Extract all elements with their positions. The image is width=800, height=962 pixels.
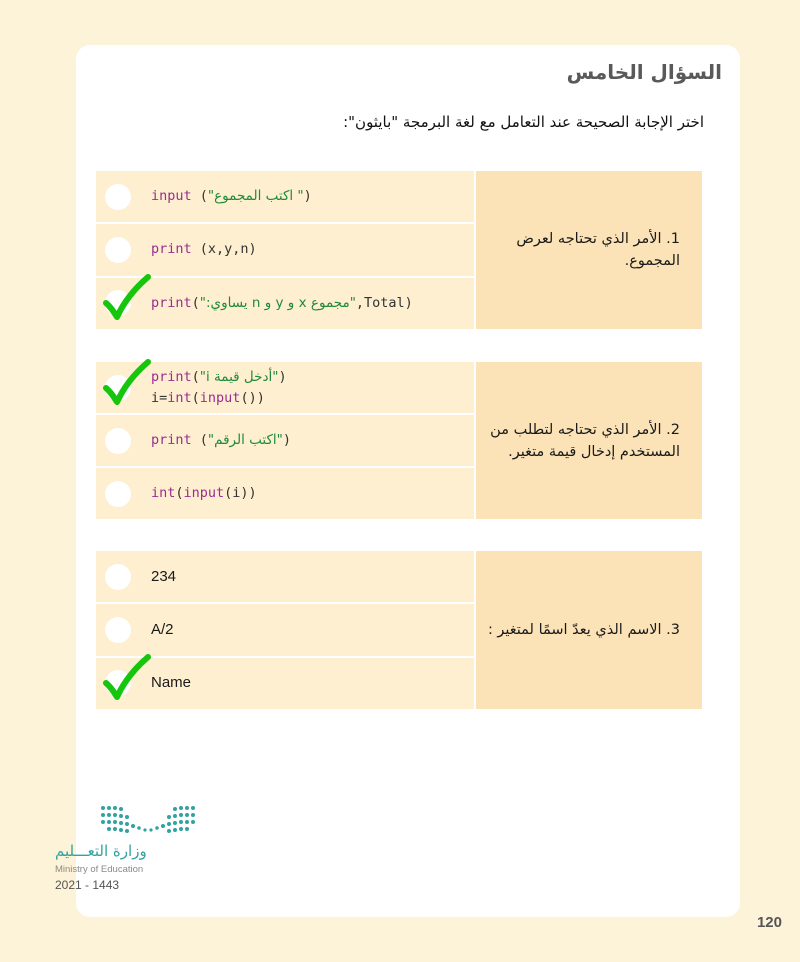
option-code	[151, 239, 468, 260]
option-row[interactable]	[96, 604, 474, 655]
page-title: السؤال الخامس	[566, 60, 722, 84]
ministry-year: 2021 - 1443	[55, 878, 120, 892]
options-list	[96, 362, 474, 519]
code-line	[151, 388, 468, 409]
code-keyword: input	[151, 188, 192, 205]
option-row[interactable]	[96, 224, 474, 275]
code-string: "أدخل قيمة i"	[199, 368, 279, 385]
code-text: )	[278, 368, 287, 385]
code-text: i=	[151, 389, 168, 406]
code-keyword: print	[151, 368, 192, 385]
ministry-name-arabic: وزارة التعـــليم	[55, 842, 147, 860]
code-text: (	[191, 389, 200, 406]
option-row[interactable]	[96, 278, 474, 329]
code-string: "اكتب الرقم"	[207, 432, 283, 448]
code-keyword: print	[151, 432, 192, 448]
code-string: "مجموع x و y و n يساوي:"	[199, 294, 356, 311]
options-list	[96, 171, 474, 329]
radio-button[interactable]	[105, 184, 131, 210]
code-line	[151, 239, 468, 260]
ministry-name-english: Ministry of Education	[55, 864, 144, 875]
code-text: ())	[240, 389, 265, 406]
code-text: (x,y,n)	[191, 241, 257, 258]
code-string: " اكتب المجموع"	[207, 188, 304, 205]
options-list	[96, 551, 474, 709]
code-keyword: print	[151, 241, 192, 258]
code-line	[151, 672, 468, 694]
code-line	[151, 186, 468, 207]
code-keyword: input	[183, 485, 225, 501]
instruction-text: اختر الإجابة الصحيحة عند التعامل مع لغة البرمجة "بايثون":	[343, 113, 704, 131]
code-line	[151, 293, 468, 314]
code-text: A/2	[151, 620, 174, 638]
option-code	[151, 293, 468, 314]
option-code	[151, 186, 468, 207]
code-keyword: int	[151, 485, 176, 501]
option-row[interactable]	[96, 658, 474, 709]
code-line	[151, 430, 468, 451]
radio-button[interactable]	[105, 428, 131, 454]
code-line	[151, 619, 468, 641]
code-text: (	[191, 368, 200, 385]
question-text: 2. الأمر الذي تحتاجه لتطلب من المستخدم إدخال قيمة متغير.	[476, 362, 702, 519]
checkmark-icon	[100, 273, 152, 323]
code-text: 234	[151, 567, 177, 585]
option-code	[151, 566, 468, 588]
code-text: )	[303, 188, 312, 205]
code-keyword: input	[199, 389, 241, 406]
option-code	[151, 483, 468, 504]
question-3	[96, 551, 702, 709]
code-text: (	[191, 294, 200, 311]
code-text: (	[175, 485, 184, 501]
checkmark-icon	[100, 653, 152, 703]
code-text: (i))	[224, 485, 257, 501]
question-text: 1. الأمر الذي تحتاجه لعرض المجموع.	[476, 171, 702, 329]
question-1	[96, 171, 702, 329]
code-keyword: print	[151, 294, 192, 311]
option-code	[151, 430, 468, 451]
option-code	[151, 367, 468, 409]
code-line	[151, 367, 468, 388]
code-text: ,Total)	[355, 294, 413, 311]
option-row[interactable]	[96, 171, 474, 222]
question-2	[96, 362, 702, 519]
code-line	[151, 566, 468, 588]
option-code	[151, 672, 468, 694]
code-text: (	[191, 432, 208, 448]
page-number: 120	[756, 914, 782, 931]
radio-button[interactable]	[105, 617, 131, 643]
code-text: Name	[151, 674, 192, 692]
radio-button[interactable]	[105, 481, 131, 507]
code-keyword: int	[167, 389, 192, 406]
ministry-logo-icon	[100, 805, 196, 835]
option-row[interactable]	[96, 362, 474, 413]
question-text: 3. الاسم الذي يعدّ اسمًا لمتغير :	[476, 551, 702, 709]
radio-button[interactable]	[105, 237, 131, 263]
checkmark-icon	[100, 358, 152, 408]
option-row[interactable]	[96, 415, 474, 466]
option-code	[151, 619, 468, 641]
option-row[interactable]	[96, 468, 474, 519]
code-text: (	[191, 188, 208, 205]
option-row[interactable]	[96, 551, 474, 602]
code-line	[151, 483, 468, 504]
code-text: )	[282, 432, 292, 448]
radio-button[interactable]	[105, 564, 131, 590]
